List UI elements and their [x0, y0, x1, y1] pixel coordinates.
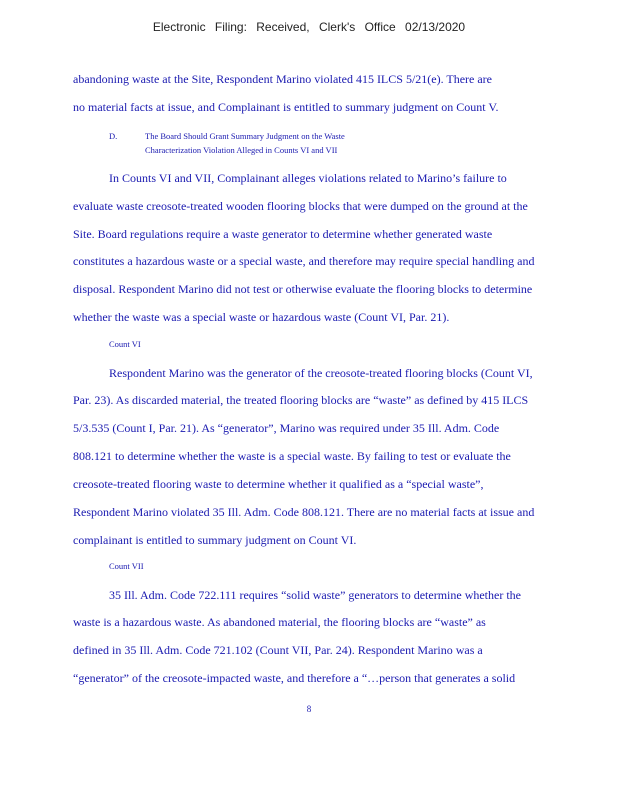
text-line: defined in 35 Ill. Adm. Code 721.102 (Count VII, Par. 24). Respondent Marino was a	[73, 643, 483, 657]
text-line: evaluate waste creosote-treated wooden flooring blocks that were dumped on the ground at the	[73, 199, 528, 213]
text-line: Site. Board regulations require a waste generator to determine whether generated waste	[73, 227, 493, 241]
text-line: waste is a hazardous waste. As abandoned material, the flooring blocks are “waste” as	[73, 615, 486, 629]
text-line: In Counts VI and VII, Complainant alleges violations related to Marino’s failure to	[109, 171, 507, 185]
text-line: whether the waste was a special waste or hazardous waste (Count VI, Par. 21).	[73, 310, 450, 324]
text-line: no material facts at issue, and Complainant is entitled to summary judgment on Count V.	[73, 100, 499, 114]
filing-header: Electronic Filing: Received, Clerk's Office 02/13/2020	[152, 20, 466, 34]
section-heading: Characterization Violation Alleged in Counts VI and VII	[145, 145, 338, 155]
count-heading: Count VI	[109, 339, 141, 349]
text-line: disposal. Respondent Marino did not test or otherwise evaluate the flooring blocks to determine	[73, 282, 533, 296]
section-letter: D.	[109, 131, 118, 141]
text-line: 35 Ill. Adm. Code 722.111 requires “solid waste” generators to determine whether the	[109, 588, 521, 602]
page-number: 8	[306, 704, 312, 714]
count-heading: Count VII	[109, 561, 144, 571]
text-line: Respondent Marino violated 35 Ill. Adm. Code 808.121. There are no material facts at issue and	[73, 505, 535, 519]
text-line: Par. 23). As discarded material, the treated flooring blocks are “waste” as defined by 415 ILCS	[73, 393, 529, 407]
section-heading: The Board Should Grant Summary Judgment on the Waste	[145, 131, 345, 141]
text-line: constitutes a hazardous waste or a special waste, and therefore may require special handling and	[73, 254, 535, 268]
text-line: “generator” of the creosote-impacted waste, and therefore a “…person that generates a solid	[73, 671, 516, 685]
text-line: abandoning waste at the Site, Respondent Marino violated 415 ILCS 5/21(e). There are	[73, 72, 493, 86]
text-line: 808.121 to determine whether the waste is a special waste. By failing to test or evaluate the	[73, 449, 511, 463]
text-line: 5/3.535 (Count I, Par. 21). As “generator”, Marino was required under 35 Ill. Adm. Code	[73, 421, 500, 435]
text-line: Respondent Marino was the generator of the creosote-treated flooring blocks (Count VI,	[109, 366, 533, 380]
text-line: creosote-treated flooring waste to determine whether it qualified as a “special waste”,	[73, 477, 484, 491]
text-line: complainant is entitled to summary judgment on Count VI.	[73, 533, 357, 547]
